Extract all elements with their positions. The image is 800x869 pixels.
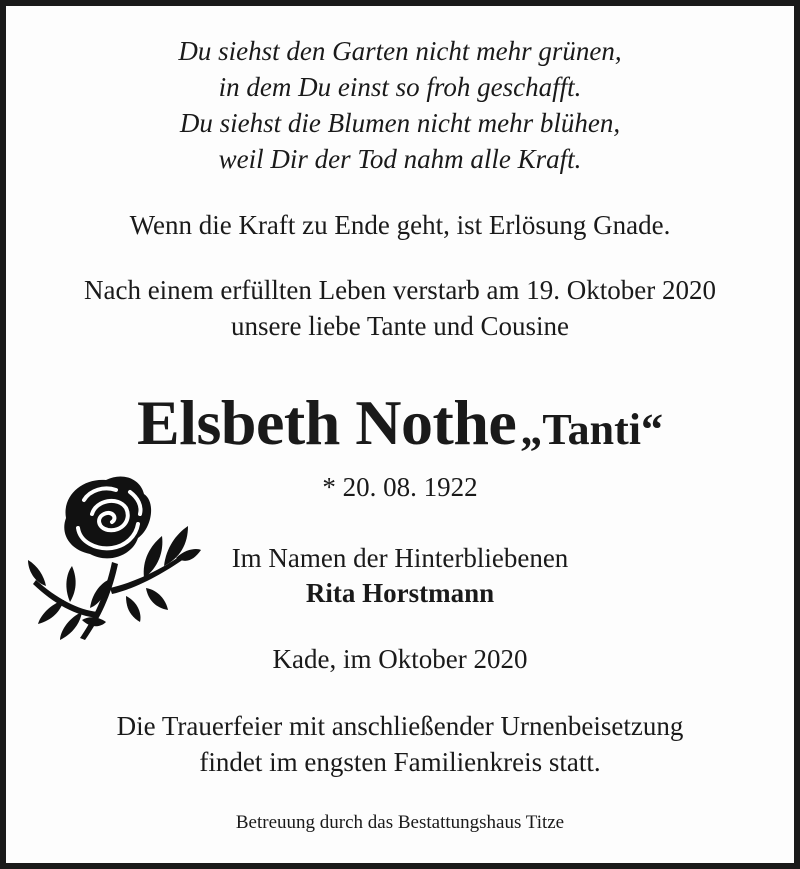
deceased-nickname: „Tanti“ — [520, 405, 663, 454]
poem-line: weil Dir der Tod nahm alle Kraft. — [218, 144, 582, 174]
signature-name: Rita Horstmann — [305, 578, 495, 608]
deceased-name-block — [6, 386, 794, 460]
funeral-line: findet im engsten Familienkreis statt. — [199, 747, 601, 777]
deceased-name: Elsbeth Nothe — [137, 387, 517, 458]
announcement-line: unsere liebe Tante und Cousine — [230, 311, 570, 341]
poem-line: Du siehst die Blumen nicht mehr blühen, — [179, 108, 621, 138]
quote: Wenn die Kraft zu Ende geht, ist Erlösung Gnade. — [129, 210, 671, 240]
birth-date: * 20. 08. 1922 — [322, 472, 478, 502]
funeral-home-credit: Betreuung durch das Bestattungshaus Titze — [235, 812, 565, 833]
funeral-line: Die Trauerfeier mit anschließender Urnenbeisetzung — [116, 711, 684, 741]
signature-intro: Im Namen der Hinterbliebenen — [231, 543, 569, 573]
poem-line: Du siehst den Garten nicht mehr grünen, — [178, 36, 622, 66]
announcement-line: Nach einem erfüllten Leben verstarb am 19. Oktober 2020 — [83, 275, 717, 305]
poem-line: in dem Du einst so froh geschafft. — [218, 72, 582, 102]
place-date: Kade, im Oktober 2020 — [272, 644, 528, 674]
